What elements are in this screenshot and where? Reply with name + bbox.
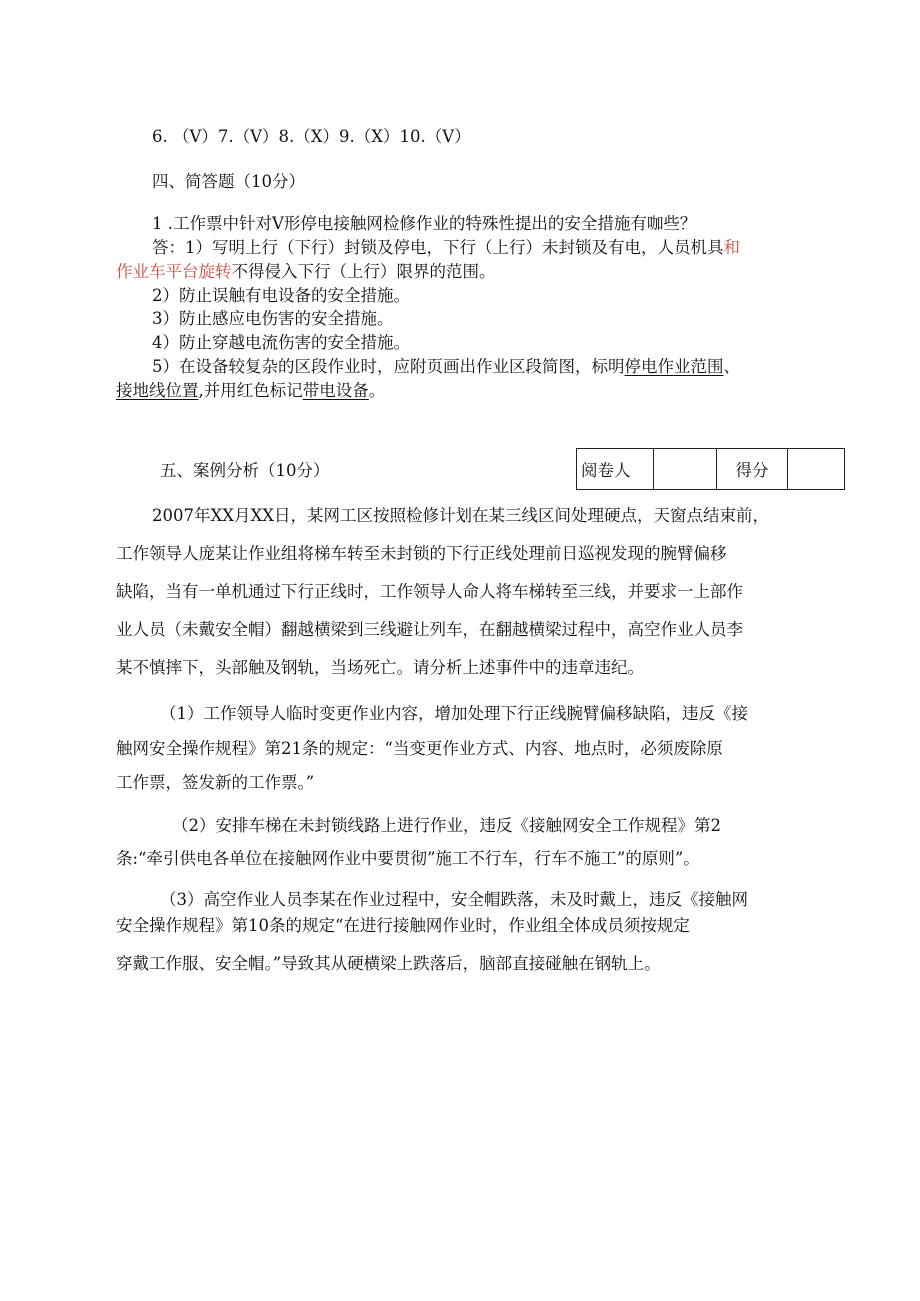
section4-heading: 四、简答题（10分） <box>152 172 305 191</box>
reviewer-label: 阅卷人 <box>577 449 654 490</box>
score-value-cell[interactable] <box>788 449 845 490</box>
answer1-red-text-1: 和 <box>723 238 740 257</box>
analysis-point-2-line: （2）安排车梯在未封锁线路上进行作业，违反《接触网安全工作规程》第2 <box>172 816 721 835</box>
analysis-point-1-line: 触网安全操作规程》第21条的规定：“当变更作业方式、内容、地点时，必须废除原 <box>116 739 723 758</box>
case-line: 2007年XX月XX日，某网工区按照检修计划在某三线区间处理硬点，天窗点结束前， <box>152 506 769 525</box>
analysis-point-3-line: （3）高空作业人员李某在作业过程中，安全帽跌落，未及时戴上，违反《接触网 <box>160 890 748 909</box>
analysis-point-2-line: 条:“牵引供电各单位在接触网作业中要贯彻”施工不行车，行车不施工”的原则”。 <box>116 849 700 868</box>
answer5-text-c: ,并用红色标记 <box>198 381 303 400</box>
analysis-point-1-line: 工作票，签发新的工作票。” <box>116 773 315 792</box>
answer-line-2: 2）防止误触有电设备的安全措施。 <box>152 286 410 305</box>
analysis-point-3-line: 穿戴工作服、安全帽。”导致其从硬横梁上跌落后，脑部直接碰触在钢轨上。 <box>116 954 661 973</box>
answer-line-4: 4）防止穿越电流伤害的安全措施。 <box>152 333 410 352</box>
answer5-text-b: 、 <box>723 357 740 376</box>
answer5-text-d: 。 <box>368 381 386 400</box>
answer5-text-a: 5）在设备较复杂的区段作业时，应附页画出作业区段简图，标明 <box>152 357 625 376</box>
answer1-text-a: 答：1）写明上行（下行）封锁及停电，下行（上行）未封锁及有电，人员机具 <box>152 238 724 257</box>
answer5-underlined-3: 带电设备 <box>302 381 369 400</box>
score-label: 得分 <box>717 449 788 490</box>
answer-line-1-cont <box>116 260 496 284</box>
answer-line-5 <box>152 355 740 379</box>
section4-question: 1 .工作票中针对V形停电接触网检修作业的特殊性提出的安全措施有咖些？ <box>152 214 697 233</box>
answer-line-1 <box>152 236 740 260</box>
case-line: 业人员（未戴安全帽）翻越横梁到三线避让列车，在翻越横梁过程中，高空作业人员李 <box>116 620 743 639</box>
reviewer-value-cell[interactable] <box>654 449 717 490</box>
analysis-point-1-line: （1）工作领导人临时变更作业内容，增加处理下行正线腕臂偏移缺陷，违反《接 <box>160 704 748 723</box>
case-line: 工作领导人庞某让作业组将梯车转至未封锁的下行正线处理前日巡视发现的腕臂偏移 <box>116 544 727 563</box>
answer-line-3: 3）防止感应电伤害的安全措施。 <box>152 309 394 328</box>
answer5-underlined-1: 停电作业范围 <box>624 357 724 376</box>
answer-line-5-cont <box>116 379 385 403</box>
answer5-underlined-2: 接地线位置 <box>116 381 199 400</box>
case-line: 缺陷，当有一单机通过下行正线时，工作领导人命人将车梯转至三线，并要求一上部作 <box>116 582 743 601</box>
answer1-red-text-2: 作业车平台旋转 <box>116 262 232 281</box>
answer1-text-b: 不得侵入下行（上行）限界的范围。 <box>231 262 496 281</box>
section5-heading: 五、案例分析（10分） <box>160 461 330 480</box>
analysis-point-3-line: 安全操作规程》第10条的规定“在进行接触网作业时，作业组全体成员须按规定 <box>116 916 690 935</box>
tf-answers: 6. （V）7.（V）8.（X）9.（X）10.（V） <box>152 127 471 146</box>
grader-table <box>576 448 845 490</box>
case-line: 某不慎摔下，头部触及钢轨，当场死亡。请分析上述事件中的违章违纪。 <box>116 658 644 677</box>
